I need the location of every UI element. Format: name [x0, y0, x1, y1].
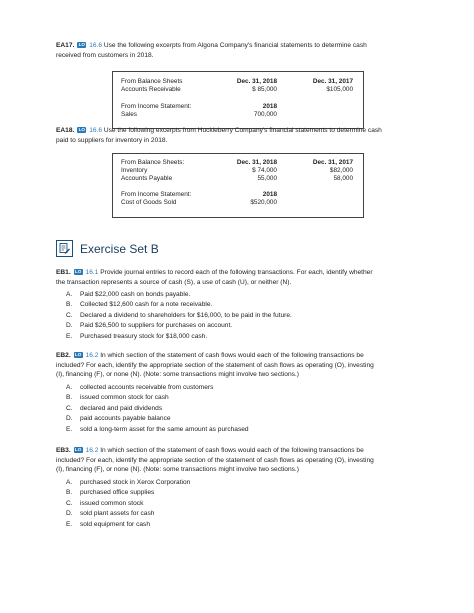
problem-text-line: Use the following excerpts from Algona Company's financial statements to determine cash — [103, 42, 367, 49]
document-pencil-icon — [56, 240, 73, 257]
table-row — [113, 191, 363, 199]
lo-link[interactable]: 16.2 — [85, 447, 99, 454]
lo-badge: LO — [74, 269, 82, 274]
table-row — [113, 86, 363, 94]
lo-badge: LO — [78, 127, 85, 132]
table-row — [113, 175, 363, 183]
problem-ea18 — [56, 126, 424, 145]
data-table-ea17 — [112, 71, 364, 129]
problem-id: EB1. — [56, 269, 71, 276]
lo-link[interactable]: 16.6 — [89, 42, 103, 49]
problem-text — [56, 268, 424, 278]
problem-id: EA17. — [56, 42, 75, 49]
problem-text — [56, 126, 424, 136]
table-cell: 55,000 — [257, 175, 277, 183]
lo-link[interactable]: 16.1 — [85, 269, 99, 276]
table-cell: Sales — [121, 110, 137, 118]
problem-text-line: (I), financing (F), or none (N). (Note: some transactions might involve two sections.) — [56, 466, 299, 474]
problem-ea17 — [56, 41, 424, 60]
table-cell: 700,000 — [253, 110, 277, 118]
table-row — [113, 103, 363, 111]
table-row — [113, 199, 363, 207]
problem-text — [56, 446, 424, 456]
table-cell: Accounts Payable — [121, 175, 173, 183]
lo-link[interactable]: 16.2 — [85, 352, 99, 359]
lo-link[interactable]: 16.6 — [89, 127, 103, 134]
table-cell: From Income Statement: — [121, 102, 192, 110]
table-cell: From Income Statement: — [121, 190, 192, 198]
problem-eb3 — [56, 446, 424, 475]
problem-text — [56, 351, 424, 361]
problem-text-line: Use the following excerpts from Huckleberry Company's financial statements to determine cash — [103, 127, 382, 134]
table-row — [113, 167, 363, 175]
table-cell: $520,000 — [250, 198, 277, 206]
table-header-cell: Dec. 31, 2018 — [236, 78, 277, 85]
table-cell: Cost of Goods Sold — [121, 198, 177, 206]
problem-text — [56, 41, 424, 51]
problem-text-line: the transaction represents a source of cash (S), a use of cash (U), or neither (N). — [56, 278, 292, 286]
document-page: EA17. LO 16.6 Use the following excerpts from Algona Company's financial statements to determine cash received from customers in 2018. From Balance Sheets Dec. 31, 2018 Dec. 31, 2017 Accounts Receivable $ 85,000 $105,000 From Income Statement: 2018 Sales 700,000 EA18. LO 16.6 Use the following excerpts from Huckleberry Company's financial statements to determine cash paid to suppliers for inventory in 2018. From Balance Sheets: Dec. 31, 2018 Dec. 31, 2017 Inventory $ 74,000 $82,000 Accounts Payable 55,000 58,000 From Income Statement: 2018 Cost of Goods Sold $520,000 Exercise Set B EB1. LO 16.1 Provide journal entries to record each of the following transactions. For each, identify whether the transaction represents a source of cash (S), a use of cash (U), or neither (N). A. Paid $22,000 cash on bonds payable. B. Collected $12,600 cash for a note receivable. C. Declared a dividend to shareholders for $16,000, to be paid in the future. D. Paid $26,500 to suppliers for purchases on account. E. Purchased treasury stock for $18,000 cash. EB2. LO 16.2 In which section of the statement of cash flows would each of the following transactions be included? For each, identify the appropriate section of the statement of cash flows as operating (O), investing (I), financing (F), or none (N). (Note: some transactions might involve two sections.) A. collected accounts receivable from customers B. issued common stock for cash C. declared and paid dividends D. paid accounts payable balance E. sold a long-term asset for the same amount as purchased EB3. LO 16.2 In which section of the statement of cash flows would each of the following transactions be included? For each, identify the appropriate section of the statement of cash flows as operating (O), investing (I), financing (F), or none (N). (Note: some transactions might involve two sections.) A. purchased stock in Xerox Corporation B. purchased office supplies C. issued common stock D. sold plant assets for cash E. sold equipment for cash — [0, 0, 474, 613]
problem-text-line: In which section of the statement of cash flows would each of the following transactions be — [100, 352, 364, 359]
problem-text-line: (I), financing (F), or none (N). (Note: some transactions might involve two sections.) — [56, 371, 299, 379]
table-cell: $82,000 — [329, 167, 353, 175]
table-row — [113, 78, 363, 86]
problem-eb2 — [56, 351, 424, 380]
problem-id: EA18. — [56, 127, 75, 134]
table-header-cell: 2018 — [262, 102, 277, 110]
table-row — [113, 159, 363, 167]
table-cell: $ 85,000 — [252, 86, 277, 94]
table-header-cell: Dec. 31, 2018 — [236, 159, 277, 166]
problem-text-line: included? For each, identify the appropriate section of the statement of cash flows as operating (O), investing — [56, 361, 374, 369]
table-row — [113, 111, 363, 119]
problem-text-line: Provide journal entries to record each of the following transactions. For each, identify whether — [100, 269, 373, 276]
lo-badge: LO — [78, 42, 85, 47]
table-cell: Inventory — [121, 167, 148, 175]
table-cell: Accounts Receivable — [121, 86, 181, 94]
problem-id: EB3. — [56, 447, 71, 454]
problem-text-line: included? For each, identify the appropriate section of the statement of cash flows as operating (O), investing — [56, 456, 374, 464]
table-header-cell: Dec. 31, 2017 — [312, 78, 353, 85]
lo-badge: LO — [74, 447, 82, 452]
data-table-ea18 — [112, 153, 364, 218]
problem-id: EB2. — [56, 352, 71, 359]
table-cell: From Balance Sheets — [121, 78, 183, 85]
table-cell: $105,000 — [326, 86, 353, 94]
section-title: Exercise Set B — [80, 242, 159, 256]
table-cell: $ 74,000 — [252, 167, 277, 175]
problem-eb1 — [56, 268, 424, 287]
lo-badge: LO — [74, 352, 82, 357]
table-cell: 58,000 — [333, 175, 353, 183]
problem-text-line: In which section of the statement of cash flows would each of the following transactions be — [100, 447, 364, 454]
table-cell: From Balance Sheets: — [121, 159, 185, 166]
problem-text-line: paid to suppliers for inventory in 2018. — [56, 136, 168, 144]
table-header-cell: Dec. 31, 2017 — [312, 159, 353, 166]
table-header-cell: 2018 — [262, 190, 277, 198]
problem-text-line: received from customers in 2018. — [56, 51, 154, 59]
